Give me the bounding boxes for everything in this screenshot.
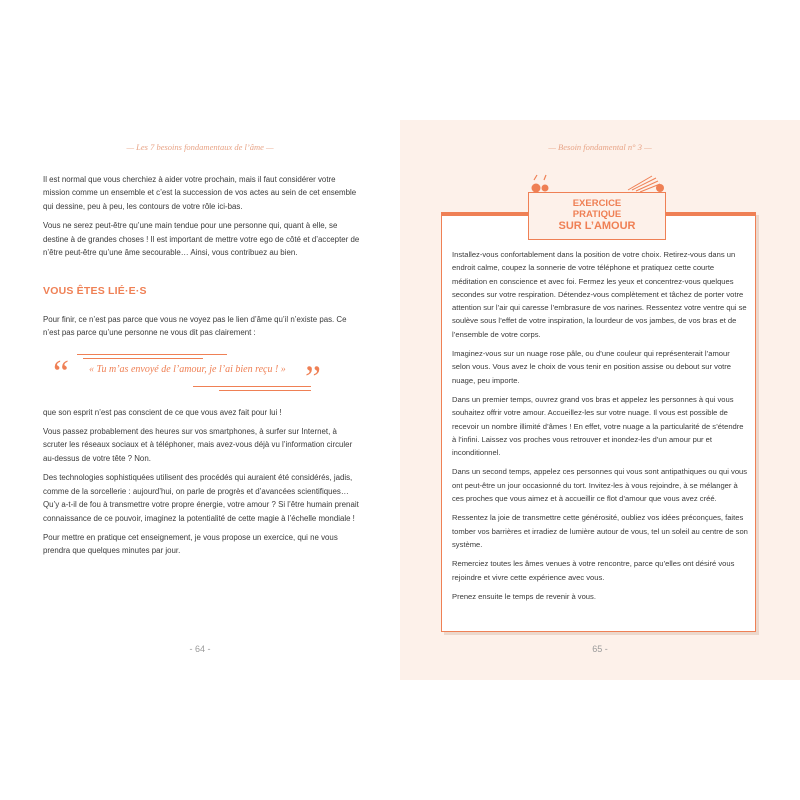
paragraph: Vous passez probablement des heures sur vos smartphones, à surfer sur Internet, à scruter les réseaux sociaux et à téléphoner, mais avez-vous déjà vu l’information circuler au-dessus de votre tête ? Non. — [43, 427, 353, 463]
left-page — [0, 120, 400, 680]
running-head: — Besoin fondamental n° 3 — — [548, 142, 652, 152]
paragraph: Pour mettre en pratique cet enseignement, je vous propose un exercice, qui ne vous prendra que quelques minutes par jour. — [43, 532, 338, 556]
left-body — [43, 173, 361, 564]
sun-rays-icon — [528, 172, 574, 194]
quote-rule — [193, 386, 311, 387]
paragraph: Ressentez la joie de transmettre cette générosité, oubliez vos idées préconçues, faites tomber vos barrières et irradiez de lumière autour de vous, tel un soleil au centre de son système. — [452, 513, 748, 549]
badge-line: PRATIQUE — [572, 209, 622, 220]
section-title: VOUS ÊTES LIÉ·E·S — [43, 285, 147, 298]
page-number: - 64 - — [189, 644, 211, 654]
exercise-badge — [528, 192, 666, 240]
paragraph: Remerciez toutes les âmes venues à votre rencontre, parce qu’elles ont désiré vous rejoindre et vivre cette expérience avec vous. — [452, 559, 735, 582]
quote-rule — [77, 354, 227, 355]
paragraph: Vous ne serez peut-être qu’une main tendue pour une personne qui, quant à elle, se destine à de grandes choses ! Il est important de mettre votre ego de côté et d’accepter de n’être peut-être qu’une âme secourable… Ainsi, vous contribuez au bien. — [43, 221, 360, 258]
badge-line: EXERCICE — [572, 198, 622, 209]
paragraph: Imaginez-vous sur un nuage rose pâle, ou d’une couleur qui représenterait l’amour selon vous. Vous avez le choix de vous tenir en position assise ou debout sur votre nuage, peu importe. — [452, 349, 732, 385]
quote-text: « Tu m’as envoyé de l’amour, je l’ai bien reçu ! » — [89, 363, 286, 375]
exercise-text — [452, 248, 748, 609]
paragraph: Installez-vous confortablement dans la position de votre choix. Retirez-vous dans un endroit calme, coupez la sonnerie de votre téléphone et pratiquez cette courte méditation en conscience et avec foi. Fermez les yeux et concentrez-vous quelques secondes sur votre respiration. Détendez-vous complètement et tâchez de porter votre attention sur l’air qui caresse l’embrasure de vos narines. Ressentez votre ventre qui se soulève sous l’effet de votre inspiration, la lourdeur de vos jambes, de vos bras et de l’ensemble de votre corps. — [452, 250, 747, 339]
sun-rays-icon — [622, 172, 668, 194]
right-page — [400, 120, 800, 680]
paragraph: Des technologies sophistiquées utilisent des procédés qui auraient été considérés, jadis, comme de la sorcellerie : aujourd’hui, on parle de progrès et d’avancées scientifiques… Qu’y a-t-il de fou à transmettre votre propre énergie, votre amour ? Si l’être humain prenait connaissance de ce pouvoir, imaginez la potentialité de cette magie à l’échelle mondiale ! — [43, 473, 359, 523]
quote-rule — [83, 358, 203, 359]
paragraph: Pour finir, ce n’est pas parce que vous ne voyez pas le lien d’âme qu’il n’existe pas. Ce n’est pas parce qu’une personne ne vous dit pas clairement : — [43, 314, 347, 338]
paragraph: Prenez ensuite le temps de revenir à vous. — [452, 591, 596, 601]
paragraph: Dans un premier temps, ouvrez grand vos bras et appelez les personnes à qui vous souhaitez offrir votre amour. Accueillez-les sur votre nuage. Il vous est possible de recevoir un nombre illimité d’âmes ! En effet, votre nuage a la particularité de s’étendre à l’infini. Laissez vos proches vous retrouver et inondez-les d’un amour pur et inconditionnel. — [452, 394, 744, 458]
quote-rule — [219, 390, 311, 391]
page-number: 65 - — [592, 644, 608, 654]
open-quote-icon: ” — [53, 337, 69, 378]
badge-title: SUR L’AMOUR — [558, 220, 636, 232]
close-quote-icon: ” — [305, 357, 321, 398]
paragraph: que son esprit n’est pas conscient de ce que vous avez fait pour lui ! — [43, 407, 282, 417]
pull-quote — [43, 337, 361, 398]
paragraph: Il est normal que vous cherchiez à aider votre prochain, mais il faut considérer votre mission comme un ensemble et c’est la succession de vos actes au sein de cet ensemble qui dessine, peu à peu, les contours de votre rôle ici-bas. — [43, 175, 357, 211]
running-head: — Les 7 besoins fondamentaux de l’âme — — [126, 142, 274, 152]
paragraph: Dans un second temps, appelez ces personnes qui vous sont antipathiques ou qui vous ont peut-être un jour occasionné du tort. Invitez-les à vous rejoindre, à se mélanger à ces proches que vous aimez et à accueillir ce flot d’amour que vous avez créé. — [452, 467, 748, 504]
